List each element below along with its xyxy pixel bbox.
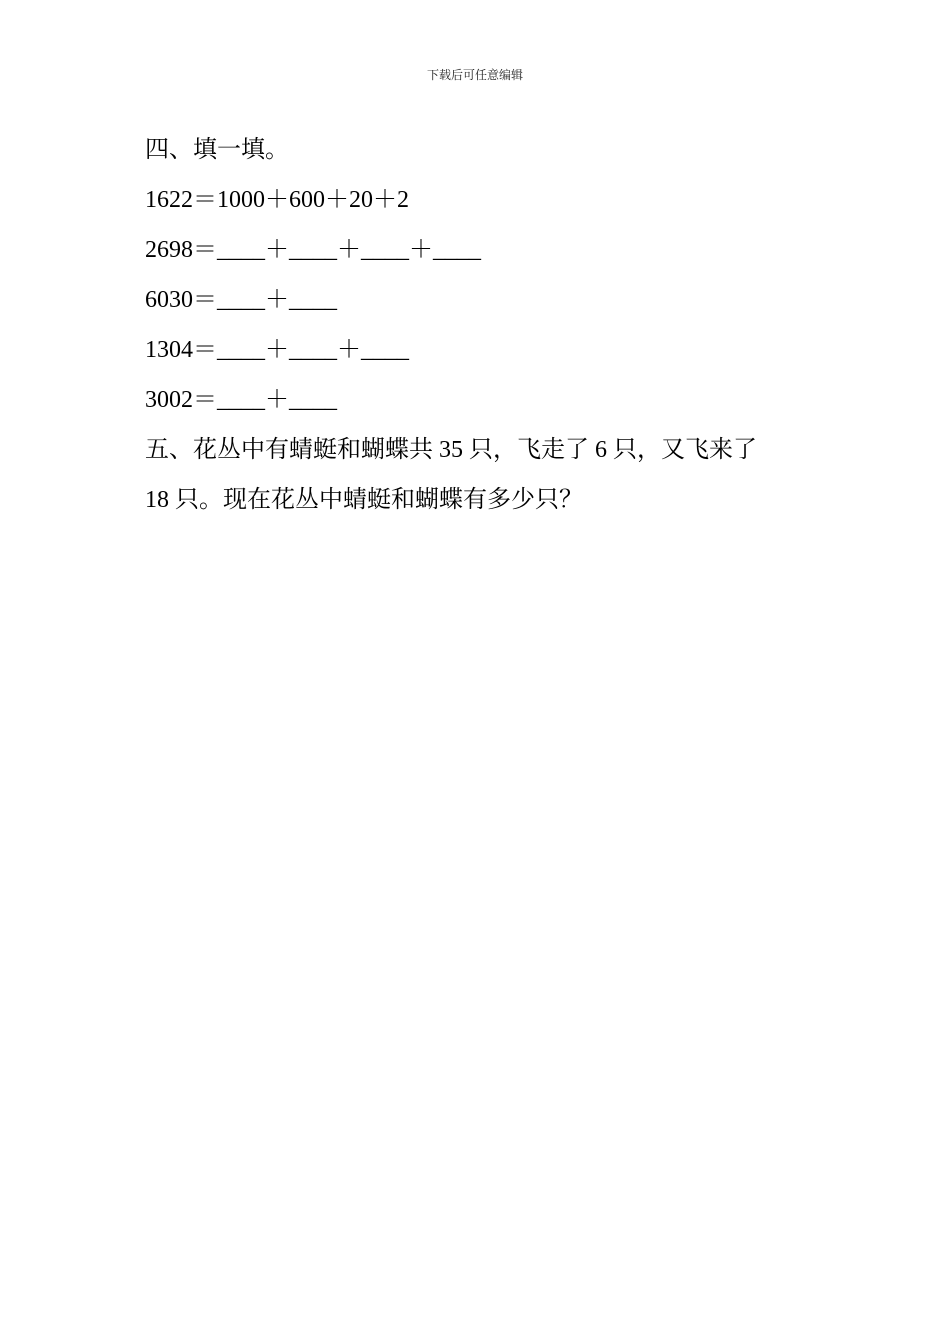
- fill-in-equation-3: 1304＝____＋____＋____: [145, 337, 409, 363]
- section-5-question-line-1: 五、花丛中有蜻蜓和蝴蝶共 35 只，飞走了 6 只，又飞来了: [145, 437, 757, 463]
- fill-in-equation-2: 6030＝____＋____: [145, 287, 337, 313]
- section-5-question-line-2: 18 只。现在花丛中蜻蜓和蝴蝶有多少只？: [145, 487, 583, 513]
- fill-in-equation-1: 2698＝____＋____＋____＋____: [145, 237, 481, 263]
- page-header-note: 下载后可任意编辑: [426, 68, 523, 82]
- example-equation: 1622＝1000＋600＋20＋2: [145, 187, 409, 213]
- document-body: [145, 125, 825, 525]
- section-4-title: 四、填一填。: [145, 137, 289, 163]
- fill-in-equation-4: 3002＝____＋____: [145, 387, 337, 413]
